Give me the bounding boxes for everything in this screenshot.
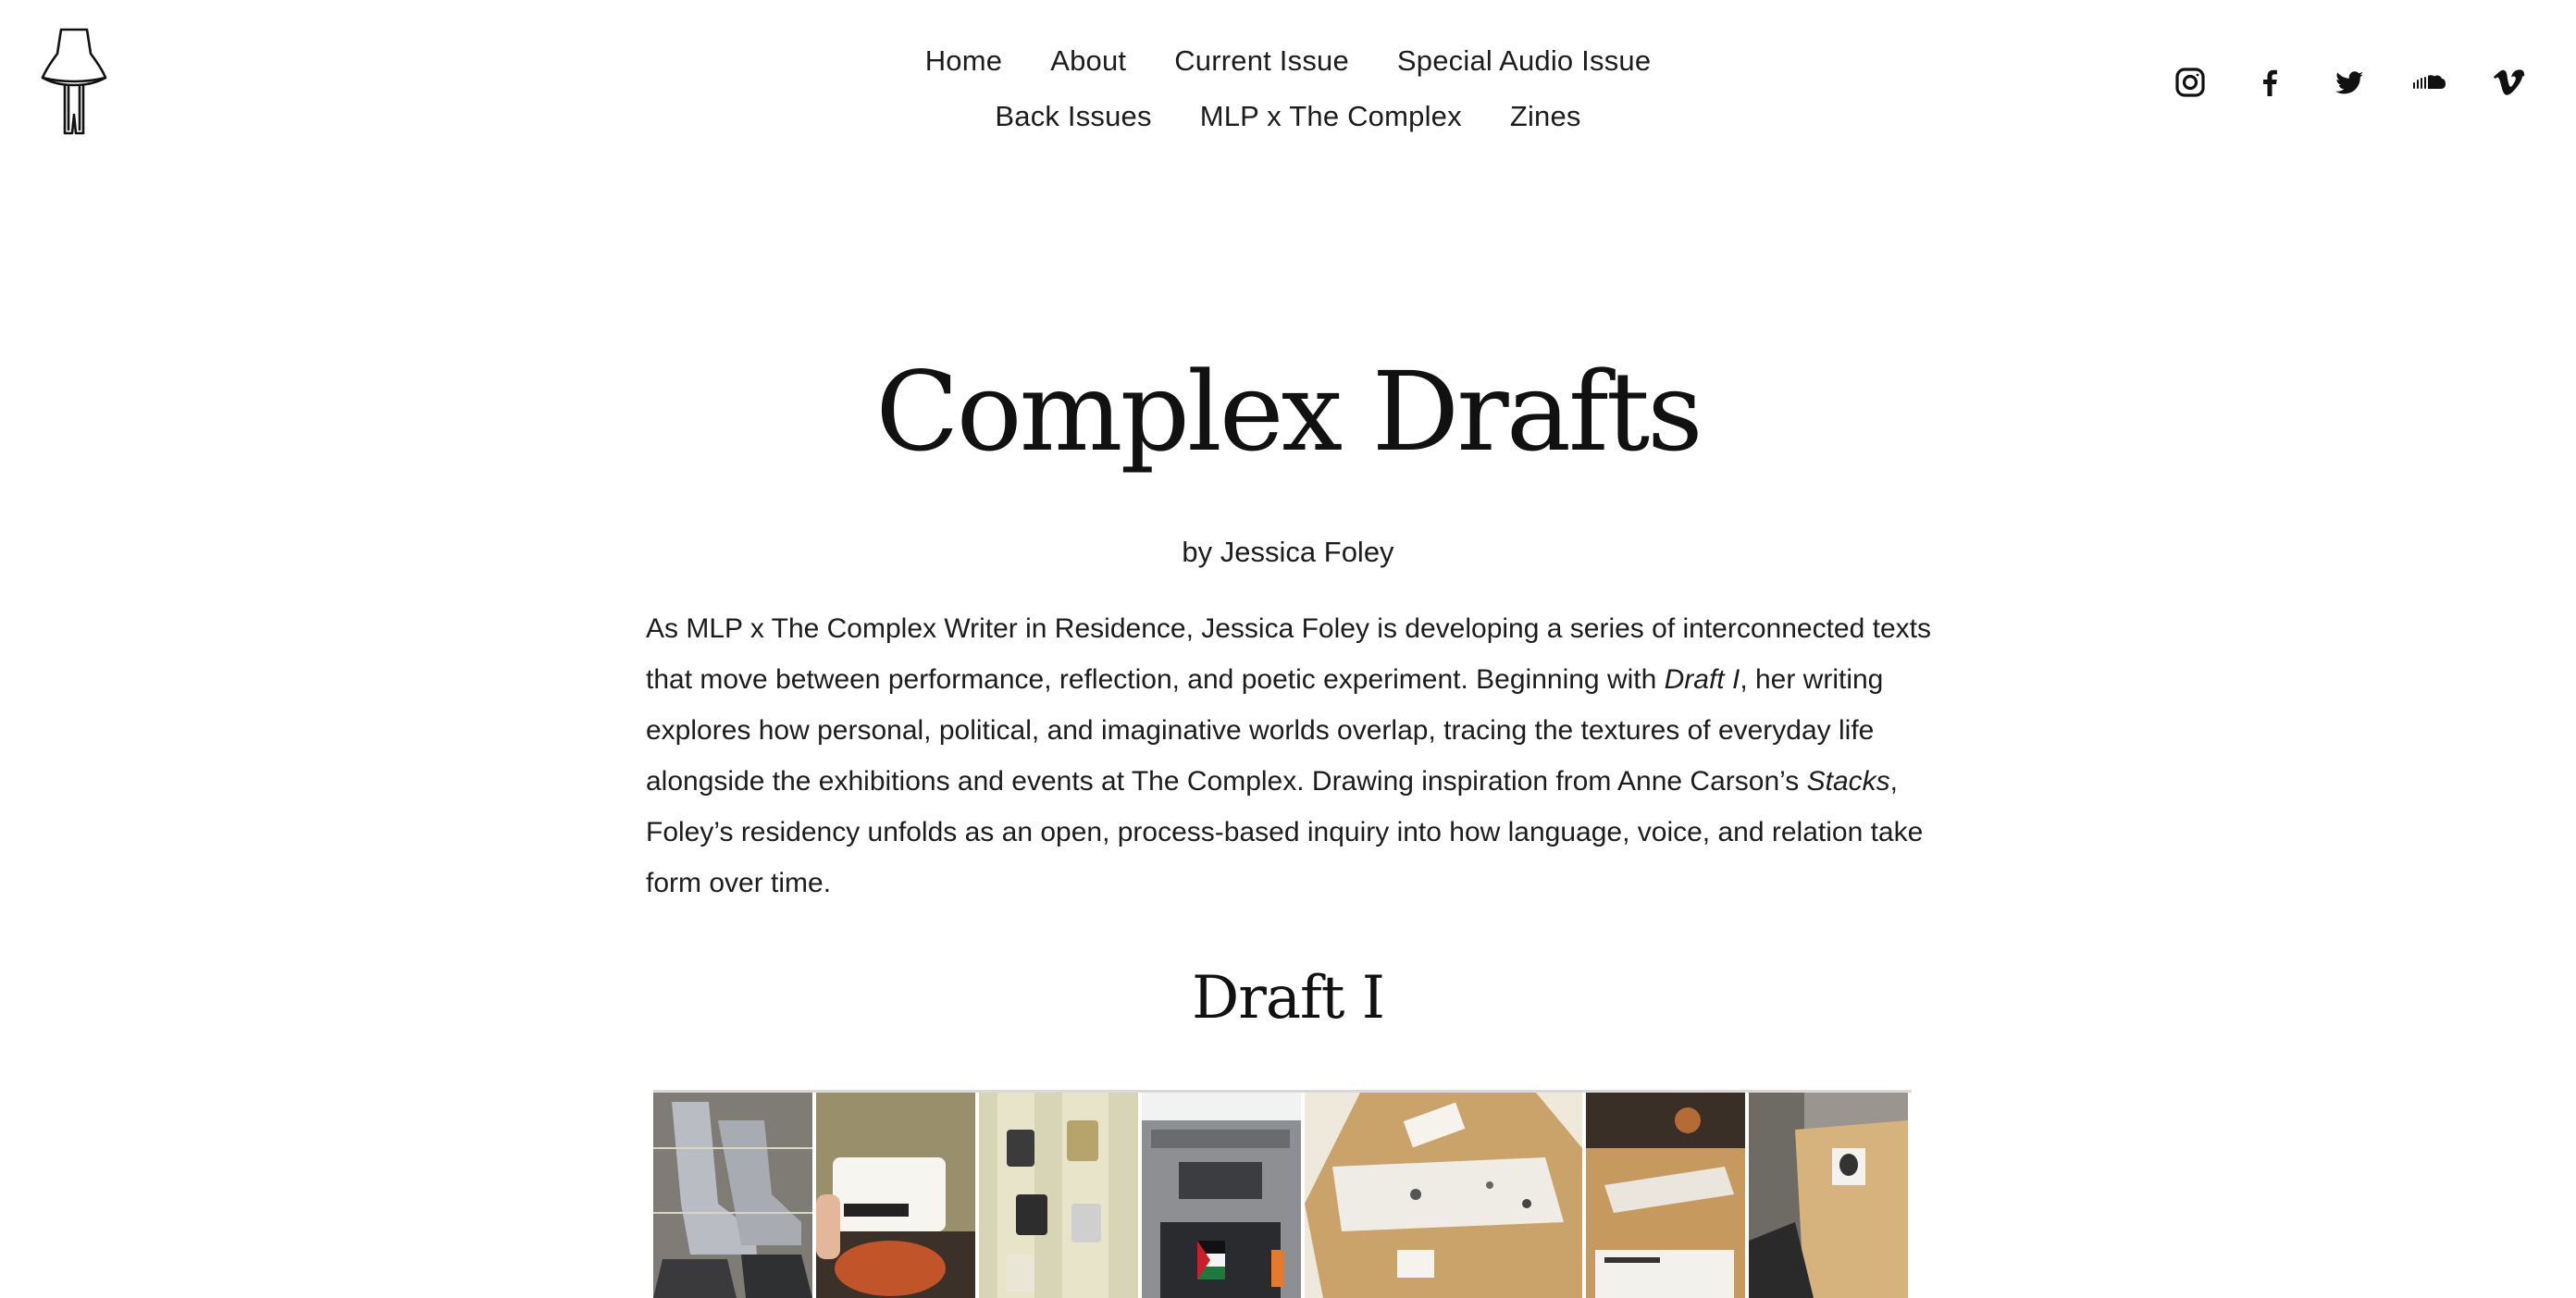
social-links: [2169, 61, 2576, 104]
vimeo-icon[interactable]: [2487, 61, 2530, 104]
nav-back-issues[interactable]: Back Issues: [995, 100, 1152, 132]
nav-about[interactable]: About: [1050, 44, 1127, 77]
nav-mlp-x-the-complex[interactable]: MLP x The Complex: [1199, 100, 1462, 132]
intro-emphasis-stacks: Stacks: [1806, 766, 1890, 797]
photo-watches[interactable]: [979, 1093, 1138, 1298]
photo-workbench[interactable]: [1586, 1093, 1745, 1298]
photo-wood-panel[interactable]: [1749, 1093, 1908, 1298]
facebook-icon[interactable]: [2248, 61, 2291, 104]
soundcloud-icon[interactable]: [2408, 61, 2450, 104]
intro-text-2: , her writing explores how personal, political, and imaginative worlds overlap, tracing the textures of everyday life alongside the exhibitions and events at The Complex. Drawing inspiration from Anne Carson’s: [646, 664, 1884, 797]
instagram-icon[interactable]: [2169, 61, 2211, 104]
photo-membership-card[interactable]: [816, 1093, 975, 1298]
photo-wood-board[interactable]: [1305, 1093, 1582, 1298]
nav-current-issue[interactable]: Current Issue: [1174, 44, 1349, 77]
photo-strip: [653, 1090, 1912, 1298]
intro-text-1: As MLP x The Complex Writer in Residence, Jessica Foley is developing a series of interconnected texts that move between performance, reflection, and poetic experiment. Beginning with: [646, 613, 1931, 695]
intro-paragraph: [646, 603, 1932, 909]
author-byline: by Jessica Foley: [1182, 536, 1394, 568]
section-title-draft: Draft I: [1191, 964, 1385, 1032]
intro-text-3: , Foley’s residency unfolds as an open, process-based inquiry into how language, voice, and relation take form over time.: [646, 766, 1924, 898]
intro-emphasis-draft: Draft I: [1664, 664, 1740, 695]
nav-home[interactable]: Home: [924, 44, 1003, 77]
photo-boots[interactable]: [653, 1093, 812, 1298]
twitter-icon[interactable]: [2328, 61, 2371, 104]
page-title: Complex Drafts: [875, 348, 1701, 476]
nav-special-audio-issue[interactable]: Special Audio Issue: [1396, 44, 1652, 77]
nav-zines[interactable]: Zines: [1509, 100, 1581, 132]
photo-building[interactable]: [1142, 1093, 1301, 1298]
